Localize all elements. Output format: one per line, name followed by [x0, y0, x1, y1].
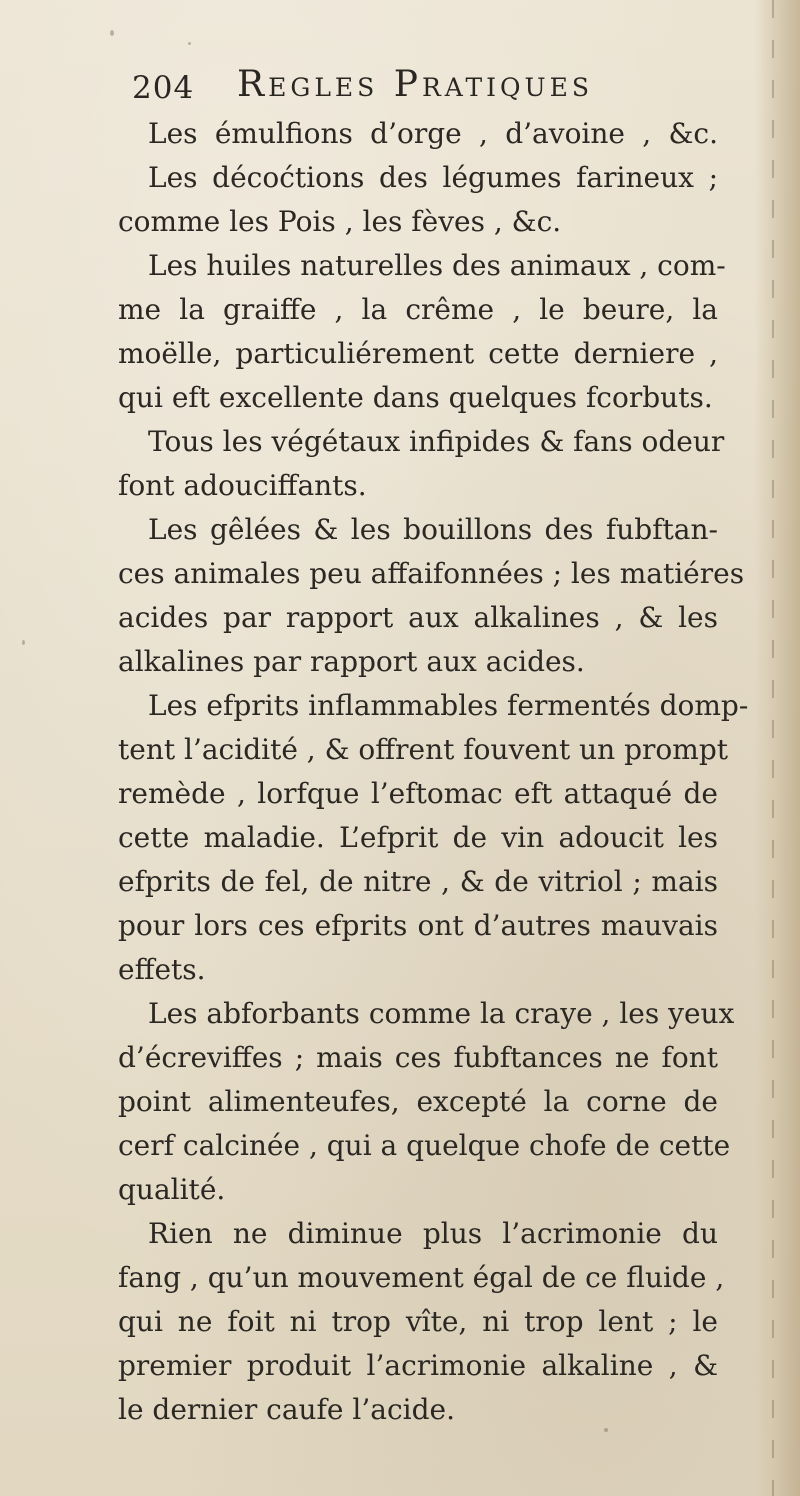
text-line: cerf calcinée , qui a quelque chofe de cette	[118, 1129, 731, 1162]
paper-speck	[604, 1428, 608, 1432]
text-line: le dernier caufe l’acide.	[118, 1393, 455, 1426]
text-line: qualité.	[118, 1173, 226, 1206]
running-title: Regles Pratiques	[237, 64, 593, 105]
text-line: Les gêlées & les bouillons des fubftan-	[148, 513, 718, 546]
page-number: 204	[132, 70, 195, 106]
text-line: ces animales peu affaifonnées ; les matiéres	[118, 557, 745, 590]
text-line: comme les Pois , les fèves , &c.	[118, 205, 562, 238]
text-line: font adouciffants.	[118, 469, 367, 502]
text-line: acides par rapport aux alkalines , & les	[118, 601, 718, 634]
text-line: Tous les végétaux infipides & fans odeur	[148, 425, 725, 458]
text-line: Les efprits inflammables fermentés domp-	[148, 689, 749, 722]
text-line: efprits de fel, de nitre , & de vitriol ; mais	[118, 865, 718, 898]
text-line: Les huiles naturelles des animaux , com-	[148, 249, 726, 282]
text-line: Les décoćtions des légumes farineux ;	[148, 161, 718, 194]
body-text	[118, 112, 749, 1432]
text-line: qui ne foit ni trop vîte, ni trop lent ; le	[118, 1305, 718, 1338]
text-line: Les abforbants comme la craye , les yeux	[148, 997, 735, 1030]
text-line: Les émulfions d’orge , d’avoine , &c.	[148, 117, 718, 150]
text-line: pour lors ces efprits ont d’autres mauvais	[118, 909, 718, 942]
text-line: cette maladie. L’efprit de vin adoucit les	[118, 821, 718, 854]
page-edge-shadow	[754, 0, 800, 1496]
paper-speck	[110, 30, 114, 36]
text-line: qui eft excellente dans quelques fcorbuts.	[118, 381, 713, 414]
text-line: alkalines par rapport aux acides.	[118, 645, 585, 678]
paper-speck	[22, 640, 25, 645]
text-line: moëlle, particuliérement cette derniere ,	[118, 337, 718, 370]
page-header	[132, 60, 692, 112]
text-line: remède , lorfque l’eftomac eft attaqué de	[118, 777, 718, 810]
text-line: tent l’acidité , & offrent fouvent un prompt	[118, 733, 728, 766]
text-line: effets.	[118, 953, 206, 986]
text-line: premier produit l’acrimonie alkaline , &	[118, 1349, 718, 1382]
paper-speck	[188, 42, 191, 45]
text-line: me la graiffe , la crême , le beure, la	[118, 293, 718, 326]
text-line: Rien ne diminue plus l’acrimonie du	[148, 1217, 718, 1250]
text-line: fang , qu’un mouvement égal de ce fluide ,	[118, 1261, 725, 1294]
text-line: point alimenteufes, excepté la corne de	[118, 1085, 718, 1118]
text-line: d’écreviffes ; mais ces fubftances ne font	[118, 1041, 718, 1074]
